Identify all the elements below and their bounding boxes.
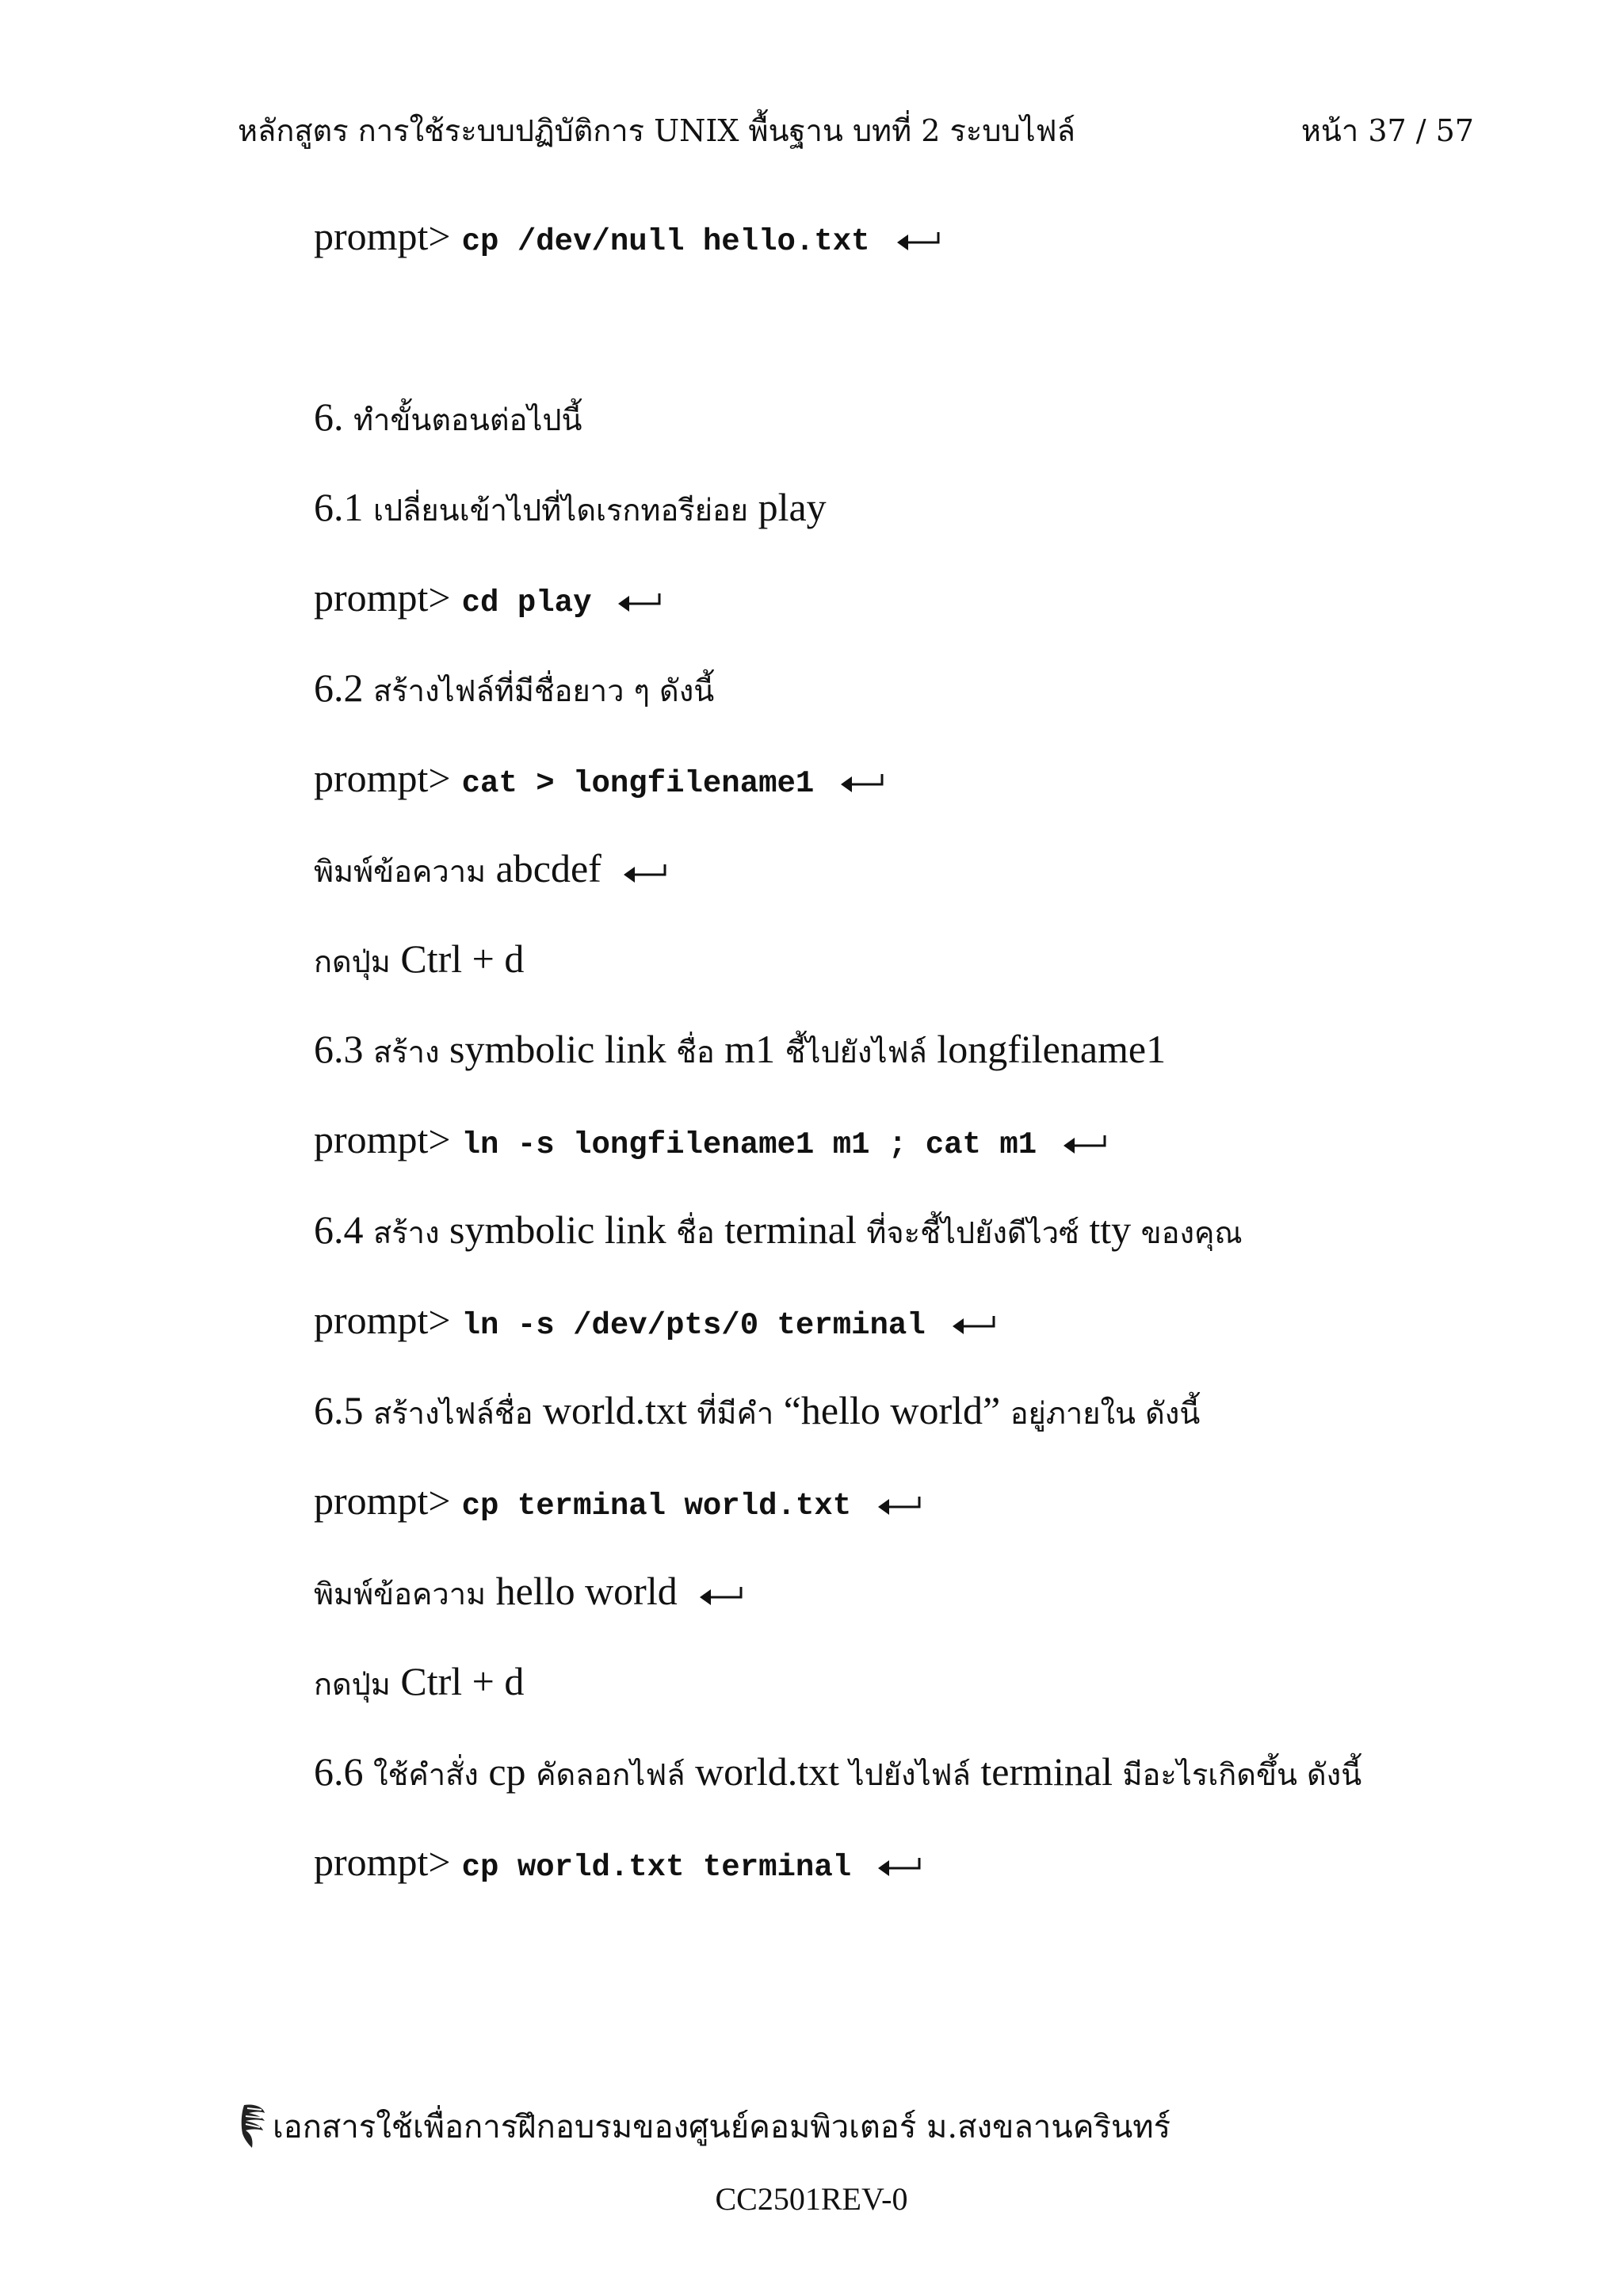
key-combo: Ctrl + d	[400, 1659, 525, 1703]
enter-arrow-icon	[617, 592, 661, 612]
step-text: สร้างไฟล์ที่มีชื่อยาว ๆ ดังนี้	[373, 673, 715, 708]
instruction-text: พิมพ์ข้อความ	[314, 854, 487, 889]
step-term: tty	[1089, 1207, 1132, 1252]
enter-arrow-icon	[698, 1585, 743, 1606]
step-line	[314, 1206, 1243, 1257]
footer-note-text: เอกสารใช้เพื่อการฝึกอบรมของศูนย์คอมพิวเตอร์ ม.สงขลานครินทร์	[273, 2109, 1171, 2145]
step-term: terminal	[980, 1749, 1113, 1794]
prompt-label: prompt>	[314, 1117, 451, 1161]
step-number: 6.4	[314, 1207, 364, 1252]
page-number: หน้า 37 / 57	[1300, 113, 1474, 148]
header-title: หลักสูตร การใช้ระบบปฏิบัติการ UNIX พื้นฐาน บทที่ 2 ระบบไฟล์	[238, 113, 1075, 148]
step-term: world.txt	[695, 1749, 840, 1794]
command-text: cp terminal world.txt	[461, 1489, 852, 1524]
command-line	[314, 1838, 921, 1891]
step-term: cp	[488, 1749, 526, 1794]
instruction-text: กดปุ่ม	[314, 1667, 391, 1702]
command-text: ln -s longfilename1 m1 ; cat m1	[461, 1127, 1037, 1162]
step-text: เปลี่ยนเข้าไปที่ไดเรกทอรีย่อย	[373, 493, 749, 528]
step-number: 6.2	[314, 666, 364, 710]
step-text: สร้างไฟล์ชื่อ	[373, 1396, 533, 1431]
step-line	[314, 664, 714, 715]
step-term: “hello world”	[783, 1388, 1001, 1432]
footer-note	[238, 2101, 1170, 2157]
typed-text: hello world	[495, 1569, 678, 1613]
prompt-label: prompt>	[314, 575, 451, 620]
step-text: สร้าง	[373, 1215, 440, 1250]
step-term: terminal	[724, 1207, 857, 1252]
step-number: 6.6	[314, 1749, 364, 1794]
step-number: 6.	[314, 395, 344, 439]
page-header	[238, 106, 1474, 154]
command-text: cp /dev/null hello.txt	[461, 224, 870, 259]
prompt-label: prompt>	[314, 756, 451, 800]
instruction-text: กดปุ่ม	[314, 944, 391, 979]
instruction-line	[314, 1567, 743, 1618]
command-line	[314, 754, 884, 807]
step-term: symbolic link	[449, 1207, 666, 1252]
command-text: cd play	[461, 585, 592, 620]
key-combo: Ctrl + d	[400, 936, 525, 981]
step-term: world.txt	[542, 1388, 687, 1432]
step-text: มีอะไรเกิดขึ้น ดังนี้	[1122, 1757, 1362, 1792]
typed-text: abcdef	[495, 846, 601, 891]
command-line	[314, 1116, 1106, 1169]
command-line	[314, 212, 940, 265]
step-term: m1	[724, 1027, 776, 1071]
step-line	[314, 483, 827, 534]
step-number: 6.5	[314, 1388, 364, 1432]
prompt-label: prompt>	[314, 1298, 451, 1342]
enter-arrow-icon	[839, 772, 884, 793]
step-text: อยู่ภายใน ดังนี้	[1010, 1396, 1201, 1431]
prompt-label: prompt>	[314, 1478, 451, 1523]
step-text: ชื่อ	[676, 1215, 715, 1250]
step-text: ไปยังไฟล์	[849, 1757, 971, 1792]
step-text: ที่จะชี้ไปยังดีไวซ์	[866, 1215, 1079, 1250]
command-line	[314, 1477, 921, 1530]
step-text: ทำขั้นตอนต่อไปนี้	[353, 402, 582, 437]
step-number: 6.3	[314, 1027, 364, 1071]
instruction-line	[314, 845, 666, 895]
prompt-label: prompt>	[314, 1840, 451, 1884]
instruction-text: พิมพ์ข้อความ	[314, 1577, 487, 1611]
step-line	[314, 1386, 1200, 1437]
enter-arrow-icon	[876, 1495, 921, 1516]
command-text: cat > longfilename1	[461, 766, 815, 801]
step-text: ใช้คำสั่ง	[373, 1757, 479, 1792]
step-term: play	[758, 485, 827, 529]
command-line	[314, 574, 661, 627]
step-text: ของคุณ	[1140, 1215, 1243, 1250]
document-code: CC2501REV-0	[715, 2181, 908, 2217]
university-logo-icon	[238, 2102, 269, 2157]
step-text: ที่มีคำ	[697, 1396, 774, 1431]
step-text: คัดลอกไฟล์	[536, 1757, 685, 1792]
command-text: ln -s /dev/pts/0 terminal	[461, 1308, 926, 1343]
step-text: ชื่อ	[676, 1035, 715, 1070]
enter-arrow-icon	[951, 1314, 995, 1335]
enter-arrow-icon	[1062, 1134, 1106, 1154]
command-text: cp world.txt terminal	[461, 1850, 852, 1885]
instruction-line	[314, 935, 524, 986]
enter-arrow-icon	[896, 231, 940, 251]
instruction-line	[314, 1657, 524, 1708]
step-text: ชี้ไปยังไฟล์	[785, 1035, 927, 1070]
enter-arrow-icon	[622, 863, 666, 883]
step-term: symbolic link	[449, 1027, 666, 1071]
prompt-label: prompt>	[314, 214, 451, 258]
step-line	[314, 1748, 1361, 1798]
step-heading	[314, 393, 582, 444]
step-text: สร้าง	[373, 1035, 440, 1070]
command-line	[314, 1296, 995, 1349]
enter-arrow-icon	[876, 1856, 921, 1877]
step-number: 6.1	[314, 485, 364, 529]
step-term: longfilename1	[937, 1027, 1167, 1071]
step-line	[314, 1025, 1166, 1076]
